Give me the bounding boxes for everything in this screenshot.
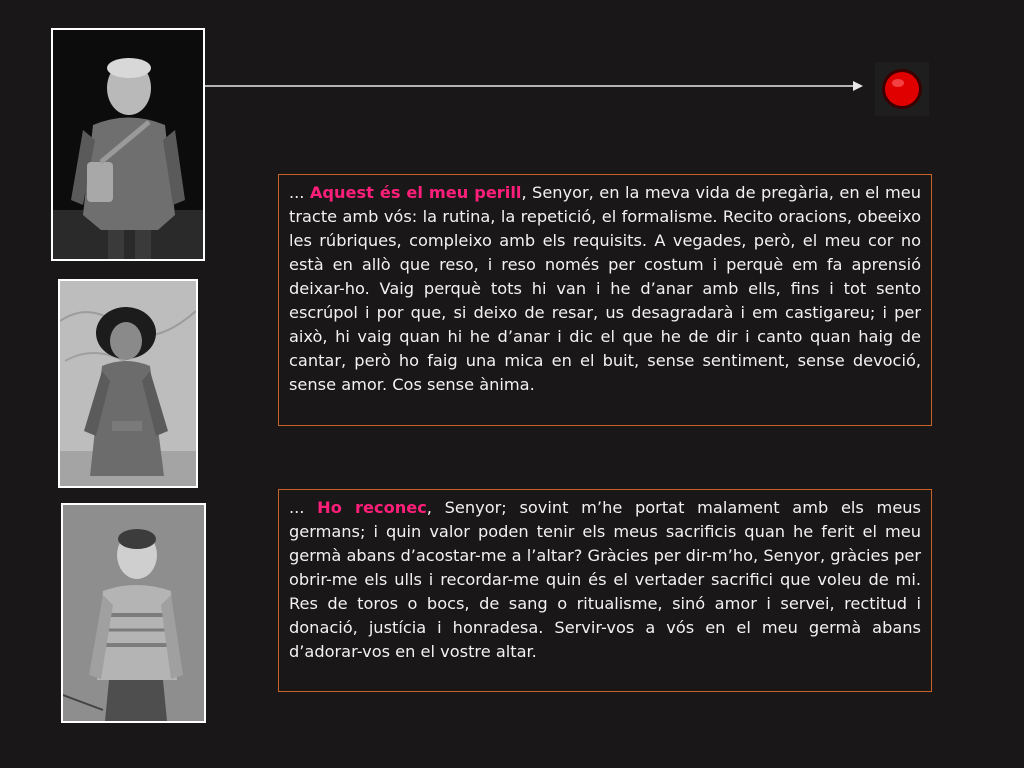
record-button[interactable]	[875, 62, 929, 116]
photo-boy-in-sweater-image	[63, 505, 204, 721]
paragraph-2-body: , Senyor; sovint m’he portat malament amb els meus germans; i quin valor poden tenir els meus sacrificis quan he ferit el meu germà abans d’acostar-me a l’altar? Gràcies per dir-m’ho, Senyor, gràcies per obrir-me els ulls i recordar-me quin és el vertader sacrifici que voleu de mi. Res de toros o bocs, de sang o ritualisme, sinó amor i servei, rectitud i donació, justícia i honradesa. Servir-vos a vós en el meu germà abans d’adorar-vos en el vostre altar.	[289, 498, 921, 661]
text-box-danger	[278, 174, 932, 426]
text-box-recognition	[278, 489, 932, 692]
photo-girl-curly-hair-image	[60, 281, 196, 486]
photo-boy-with-bag	[51, 28, 205, 261]
record-icon	[875, 62, 929, 116]
paragraph-1-prefix: ...	[289, 183, 310, 202]
paragraph-2-prefix: ...	[289, 498, 318, 517]
paragraph-1-highlight: Aquest és el meu perill	[309, 183, 522, 202]
photo-girl-curly-hair	[58, 279, 198, 488]
arrow-line	[205, 78, 865, 94]
photo-boy-in-sweater	[61, 503, 206, 723]
photo-boy-with-bag-image	[53, 30, 203, 259]
paragraph-1-body: , Senyor, en la meva vida de pregària, en el meu tracte amb vós: la rutina, la repetició, el formalisme. Recito oracions, obeeixo les rúbriques, compleixo amb els requisits. A vegades, però, el meu cor no està en allò que reso, i reso només per costum i perquè em fa aprensió deixar-ho. Vaig perquè tots hi van i he d’anar amb ells, fins i tot sento escrúpol i por que, si deixo de resar, us desagradarà i em castigareu; i per això, hi vaig quan hi he d’anar i dic el que he de dir i canto quan haig de cantar, però ho faig una mica en el buit, sense sentiment, sense devoció, sense amor. Cos sense ànima.	[289, 183, 921, 394]
paragraph-2-highlight: Ho reconec	[317, 498, 427, 517]
